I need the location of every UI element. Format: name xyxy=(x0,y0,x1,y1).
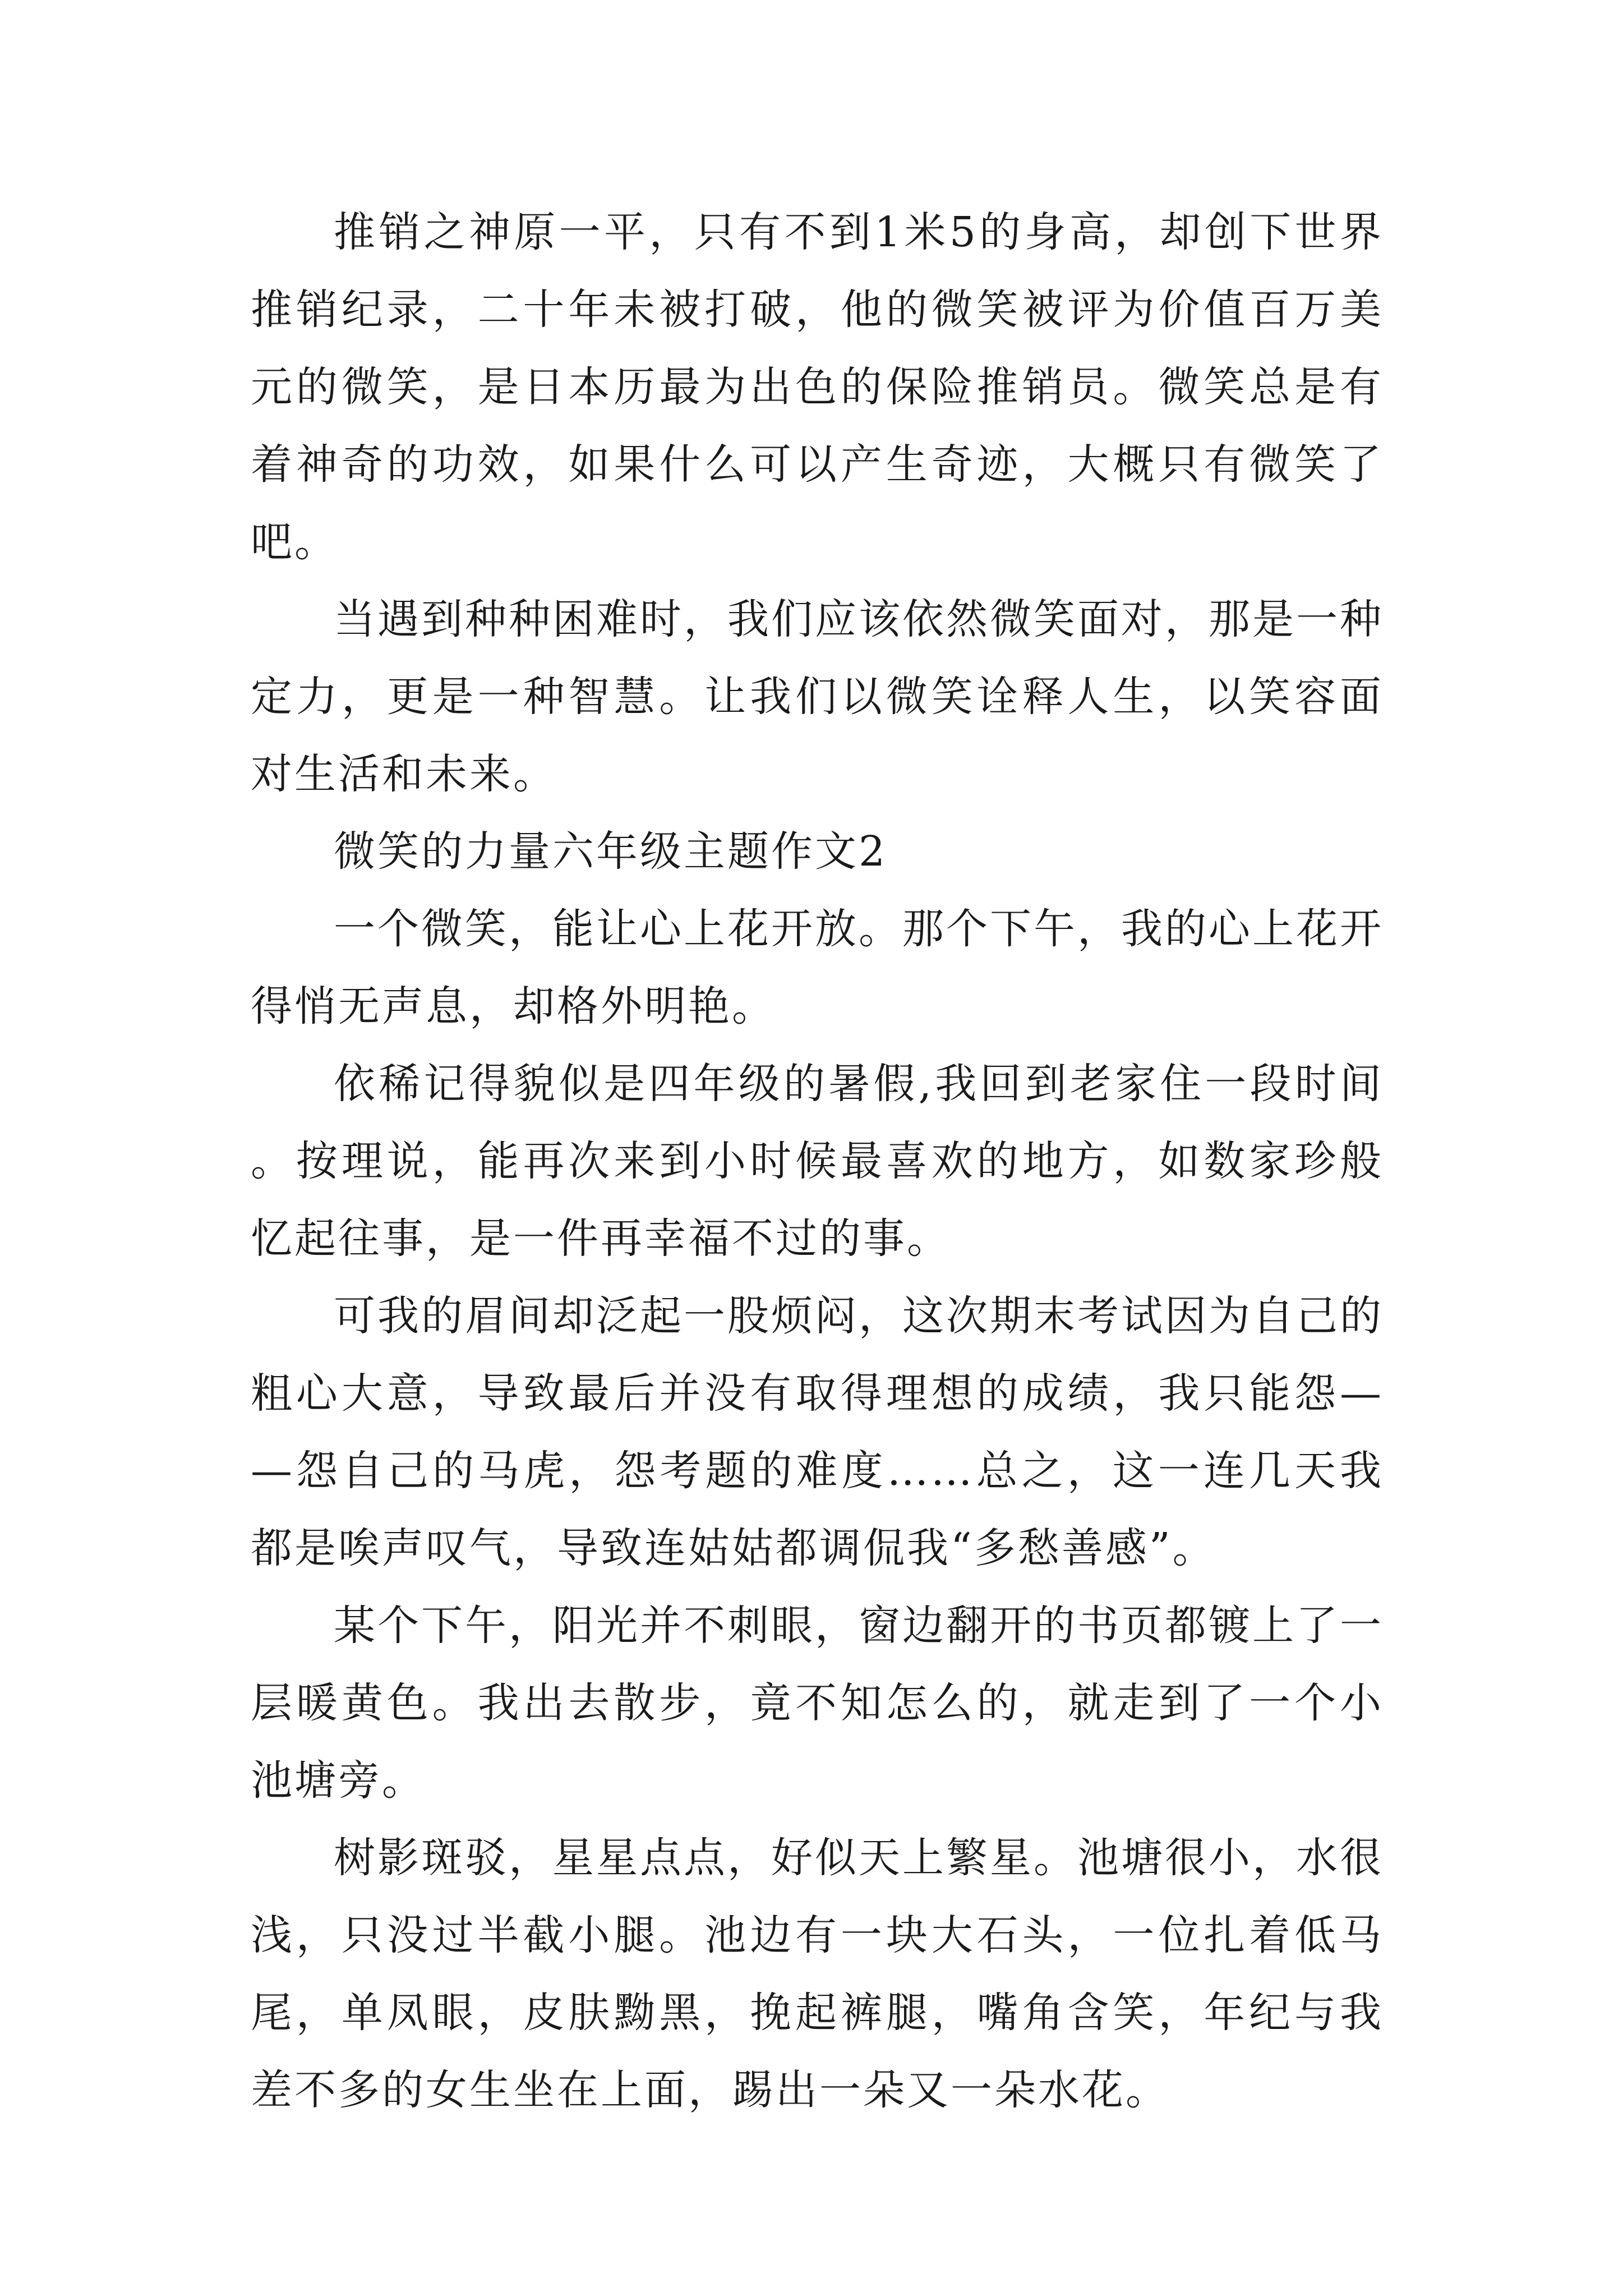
paragraph-3: 一个微笑，能让心上花开放。那个下午，我的心上花开得悄无声息，却格外明艳。 xyxy=(251,905,1384,1030)
paragraph-6: 某个下午，阳光并不刺眼，窗边翻开的书页都镀上了一层暖黄色。我出去散步，竟不知怎么的，就走到了一个小池塘旁。 xyxy=(251,1602,1384,1805)
paragraph-5: 可我的眉间却泛起一股烦闷，这次期末考试因为自己的粗心大意，导致最后并没有取得理想的成绩，我只能怨——怨自己的马虎，怨考题的难度……总之，这一连几天我都是唉声叹气，导致连姑姑都调侃我“多愁善感”。 xyxy=(251,1292,1384,1572)
paragraph-7: 树影斑驳，星星点点，好似天上繁星。池塘很小，水很浅，只没过半截小腿。池边有一块大石头，一位扎着低马尾，单凤眼，皮肤黝黑，挽起裤腿，嘴角含笑，年纪与我差不多的女生坐在上面，踢出一朵又一朵水花。 xyxy=(251,1834,1384,2114)
paragraph-2: 当遇到种种困难时，我们应该依然微笑面对，那是一种定力，更是一种智慧。让我们以微笑诠释人生，以笑容面对生活和未来。 xyxy=(251,595,1384,798)
document-body xyxy=(251,194,1384,2129)
paragraph-4: 依稀记得貌似是四年级的暑假,我回到老家住一段时间。按理说，能再次来到小时候最喜欢的地方，如数家珍般忆起往事，是一件再幸福不过的事。 xyxy=(251,1060,1384,1263)
paragraph-1: 推销之神原一平，只有不到1米5的身高，却创下世界推销纪录，二十年未被打破，他的微笑被评为价值百万美元的微笑，是日本历最为出色的保险推销员。微笑总是有着神奇的功效，如果什么可以产生奇迹，大概只有微笑了吧。 xyxy=(251,208,1384,566)
section-heading: 微笑的力量六年级主题作文2 xyxy=(334,827,888,876)
